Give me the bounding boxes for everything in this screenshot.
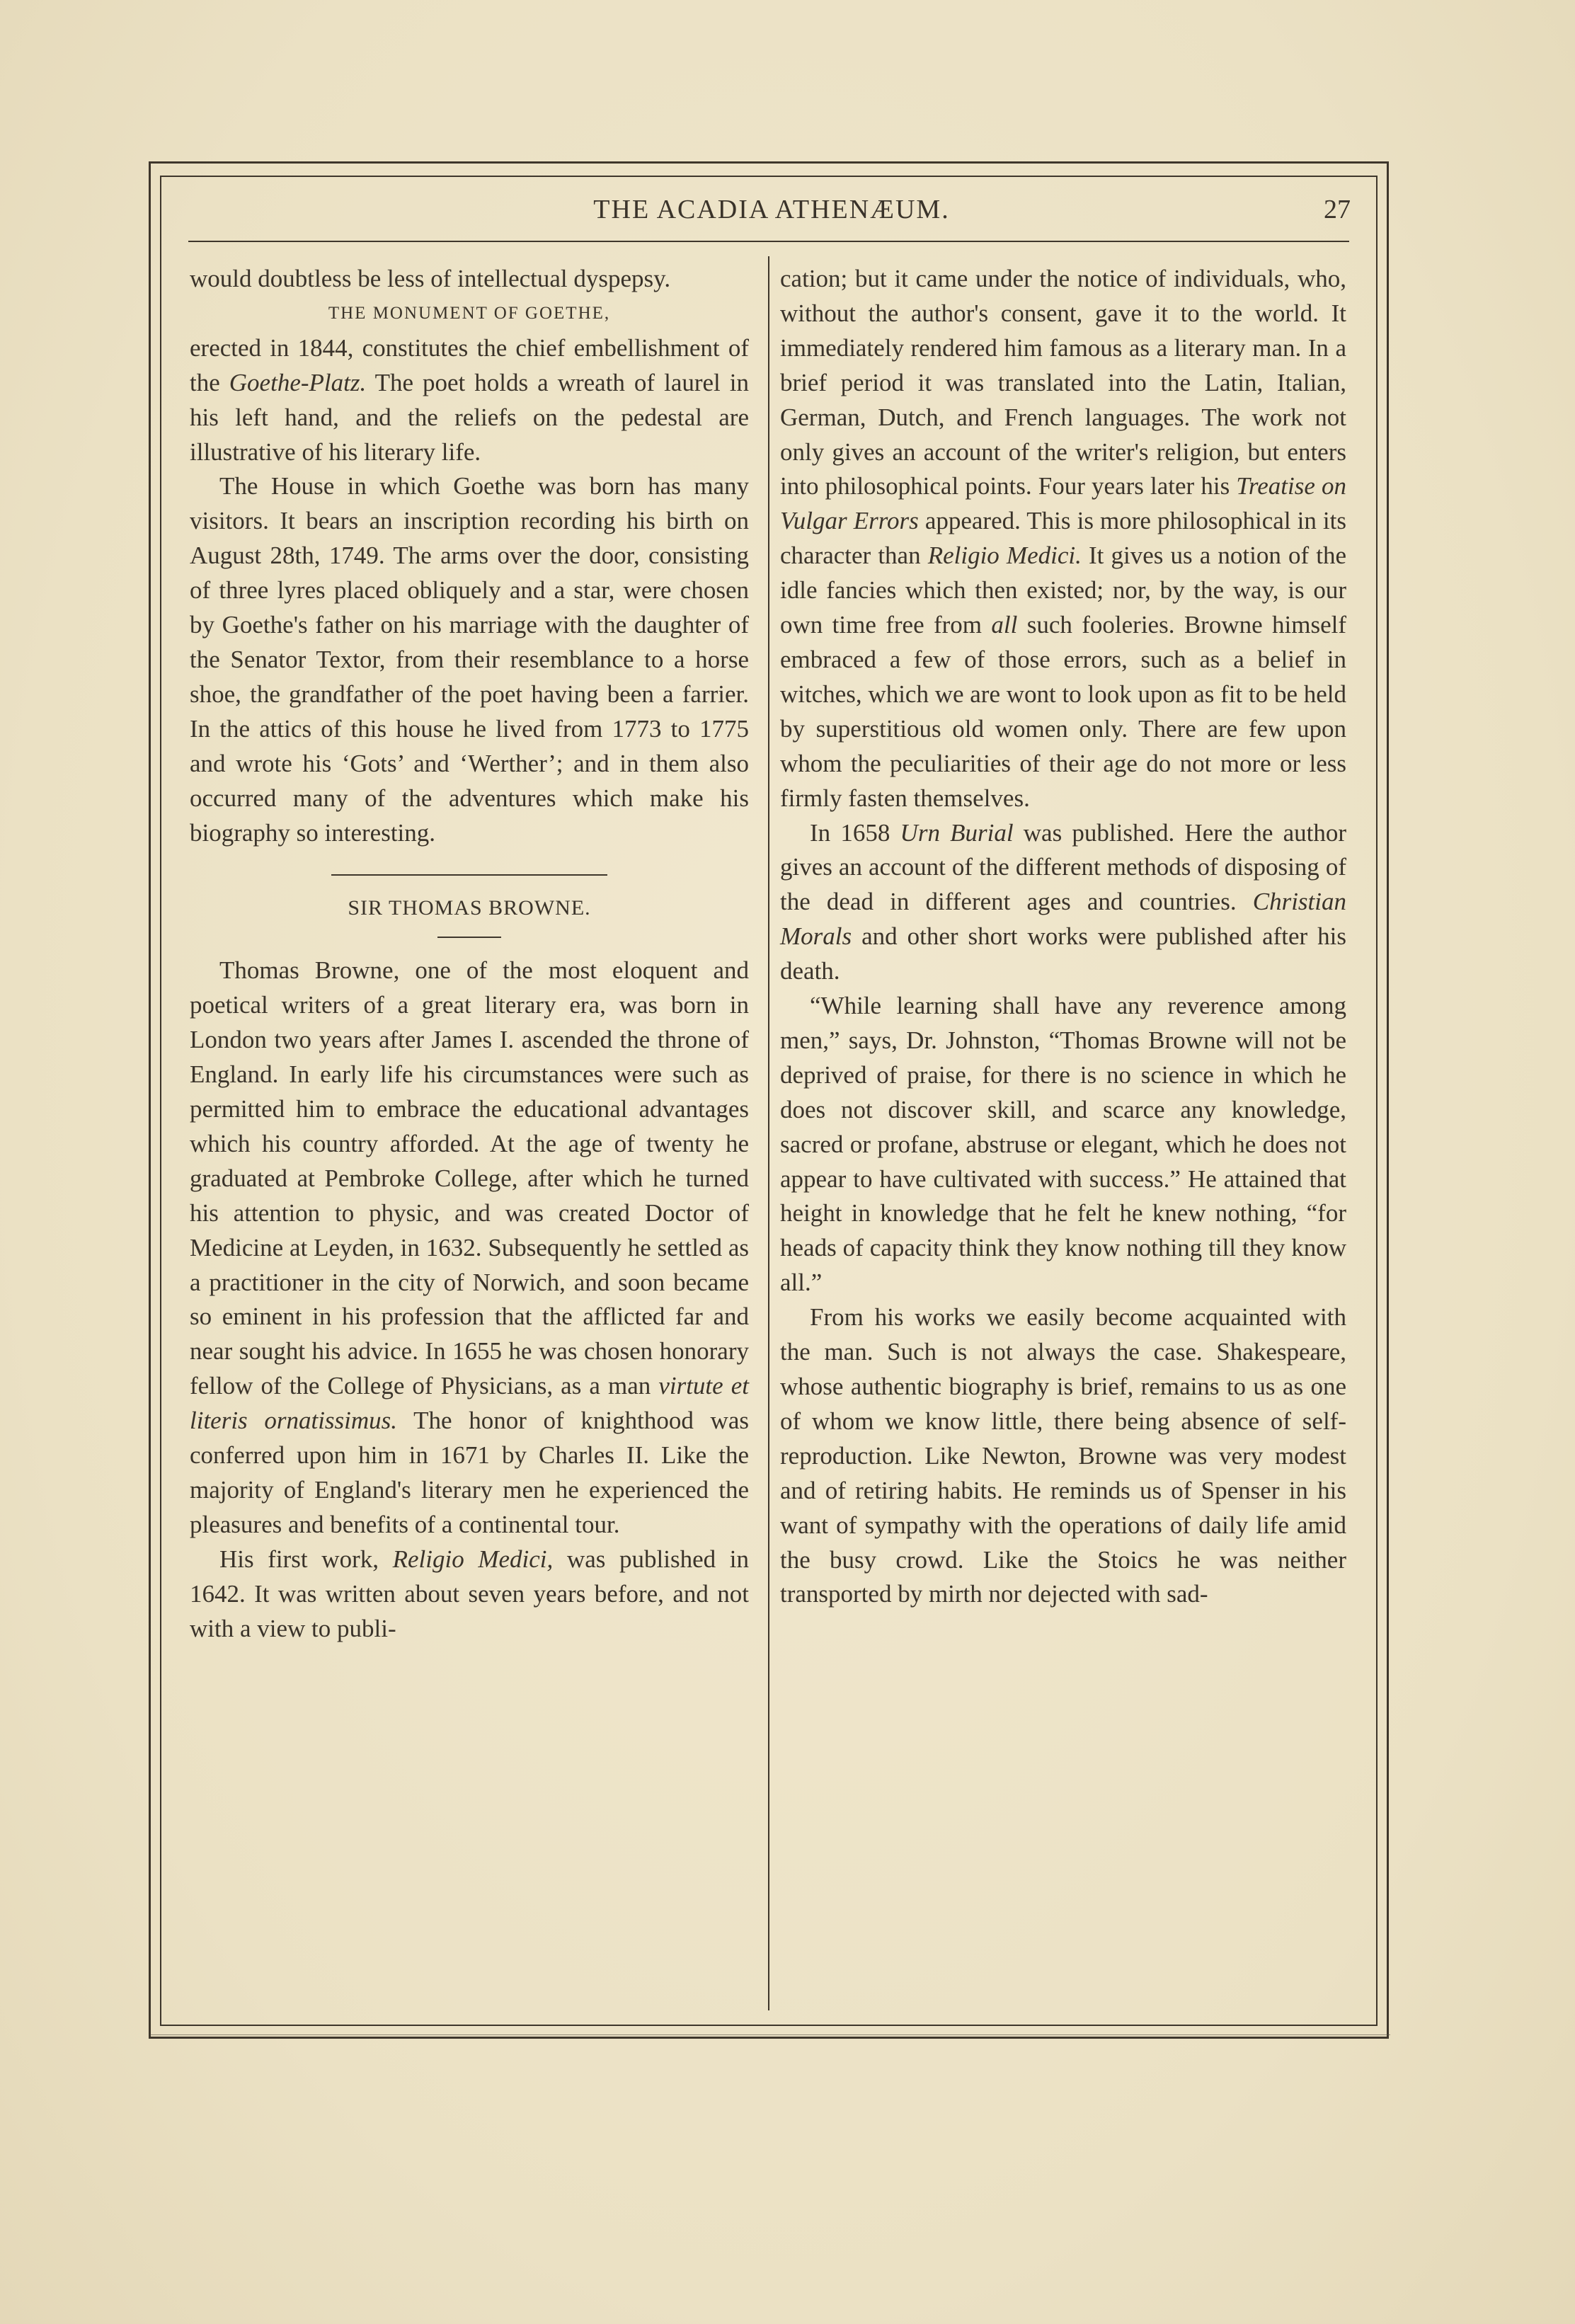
text-run: His first work,	[219, 1545, 393, 1573]
paragraph	[780, 816, 1346, 990]
section-divider	[331, 874, 607, 876]
article-title: SIR THOMAS BROWNE.	[348, 896, 591, 920]
text-run: was published in 1642. It was written about seven years before, and not with a view to publi-	[190, 1545, 749, 1642]
italic-text: all	[991, 611, 1018, 639]
italic-text: virtute et literis ornatissimus.	[190, 1372, 749, 1435]
text-run: cation; but it came under the notice of individuals, who, without the author's consent, gave it to the world. It immediately rendered him famous as a literary man. In a brief period it was translated into the Latin, Italian, German, Dutch, and French languages. The work not only gives an account of the writer's religion, but enters into philosophical points. Four years later his	[780, 265, 1346, 500]
right-column	[780, 262, 1346, 1612]
text-run: appeared. This is more philosophical in its character than	[780, 507, 1346, 570]
page-number: 27	[1324, 195, 1351, 224]
paragraph: From his works we easily become acquainted with the man. Such is not always the case. Shakespeare, whose authentic biography is brief, remains to us as one of whom we know little, there being absence of self-reproduction. Like Newton, Browne was very modest and of retiring habits. He reminds us of Spenser in his want of sympathy with the operations of daily life amid the busy crowd. Like the Stoics he was neither transported by mirth nor dejected with sad-	[780, 1303, 1346, 1608]
page-header	[184, 191, 1359, 231]
text-run: such fooleries. Browne himself embraced a few of those errors, such as a belief in witches, which we are wont to look upon as fit to be held by superstitious old women only. There are few upon whom the peculiarities of their age do not more or less firmly fasten themselves.	[780, 611, 1346, 812]
text-run: The poet holds a wreath of laurel in his left hand, and the reliefs on the pedestal are illustrative of his literary life.	[190, 368, 749, 466]
paragraph	[190, 331, 749, 470]
italic-text: Christian Morals	[780, 888, 1346, 951]
paragraph: “While learning shall have any reverence among men,” says, Dr. Johnston, “Thomas Browne will not be deprived of praise, for there is no science in which he does not discover skill, and scarce any knowledge, sacred or profane, abstruse or elegant, which he does not appear to have cultivated with success.” He attained that height in knowledge that he felt he knew nothing, “for heads of capacity think they know nothing till they know all.”	[780, 992, 1346, 1297]
header-rule	[188, 241, 1349, 242]
italic-text: Religio Medici,	[392, 1545, 554, 1573]
paragraph	[190, 954, 749, 1542]
text-run: In 1658	[810, 818, 900, 847]
paragraph: would doubtless be less of intellectual dyspepsy.	[190, 265, 671, 292]
running-title: THE ACADIA ATHENÆUM.	[593, 195, 950, 224]
text-run: and other short works were published after his death.	[780, 922, 1346, 985]
paragraph	[190, 1542, 749, 1647]
italic-text: Urn Burial	[900, 818, 1014, 847]
text-run: was published. Here the author gives an account of the different methods of disposing of the dead in different ages and countries.	[780, 818, 1346, 916]
text-run: erected in 1844, constitutes the chief embellishment of the	[190, 333, 749, 396]
italic-text: Religio Medici.	[927, 542, 1082, 570]
subheading-monument: THE MONUMENT OF GOETHE,	[328, 303, 611, 323]
paragraph: The House in which Goethe was born has many visitors. It bears an inscription recording his birth on August 28th, 1749. The arms over the door, consisting of three lyres placed obliquely and a star, were chosen by Goethe's father on his marriage with the daughter of the Senator Textor, from their resemblance to a horse shoe, the grandfather of the poet having been a farrier. In the attics of this house he lived from 1773 to 1775 and wrote his ‘Gots’ and ‘Werther’; and in them also occurred many of the adventures which make his biography so interesting.	[190, 472, 749, 847]
italic-text: Treatise on Vulgar Errors	[780, 472, 1346, 535]
bottom-rule	[150, 2034, 1390, 2035]
paragraph	[780, 262, 1346, 816]
column-divider	[768, 256, 769, 2010]
text-run: It gives us a notion of the idle fancies which then existed; nor, by the way, is our own time free from	[780, 542, 1346, 639]
text-run: The honor of knighthood was conferred upon him in 1671 by Charles II. Like the majority of England's literary men he experienced the pleasures and benefits of a continental tour.	[190, 1407, 749, 1538]
left-column	[190, 262, 749, 1647]
title-rule	[437, 937, 501, 938]
text-run: Thomas Browne, one of the most eloquent and poetical writers of a great literary era, was born in London two years after James I. ascended the throne of England. In early life his circumstances were such as permitted him to embrace the educational advantages which his country afforded. At the age of twenty he graduated at Pembroke College, after which he turned his attention to physic, and was created Doctor of Medicine at Leyden, in 1632. Subsequently he settled as a practitioner in the city of Norwich, and soon became so eminent in his profession that the afflicted far and near sought his advice. In 1655 he was chosen honorary fellow of the College of Physicians, as a man	[190, 956, 749, 1400]
italic-text: Goethe-Platz.	[229, 368, 367, 396]
